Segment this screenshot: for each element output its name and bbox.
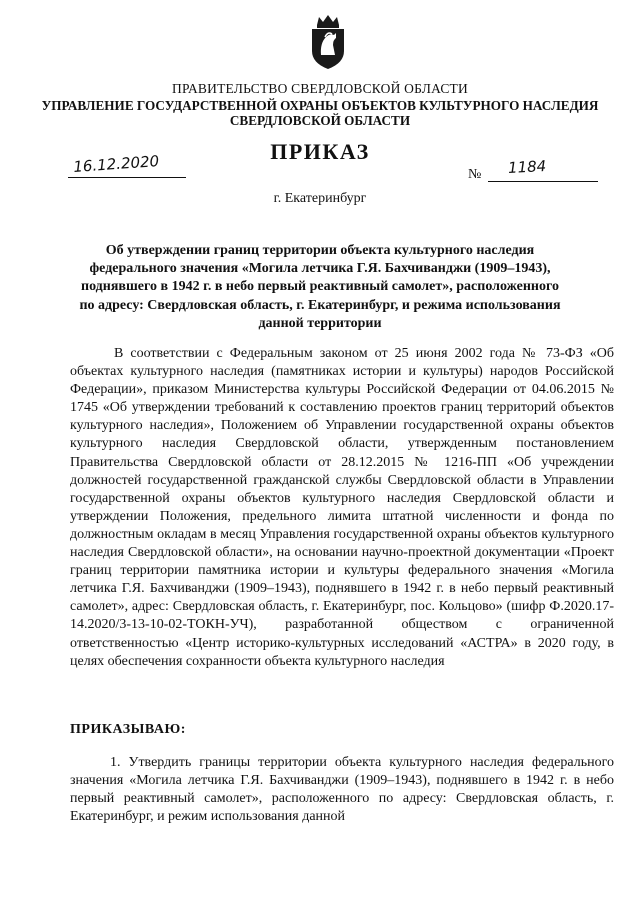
document-title: ПРИКАЗ xyxy=(270,139,370,164)
number-underline xyxy=(488,180,598,182)
department-name xyxy=(0,98,640,128)
order-heading: ПРИКАЗЫВАЮ: xyxy=(70,722,186,737)
date-underline xyxy=(68,176,186,178)
coat-of-arms-icon xyxy=(308,13,348,71)
government-name: ПРАВИТЕЛЬСТВО СВЕРДЛОВСКОЙ ОБЛАСТИ xyxy=(172,81,468,96)
order-number: 1184 xyxy=(507,157,547,177)
number-sign: № xyxy=(468,167,482,182)
order-item-1: 1. Утвердить границы территории объекта культурного наследия федерального значения «Могила летчика Г.Я. Бахчиванджи (1909–1943), поднявшего в 1942 г. в небо первый реактивный самолет», расположенного по адресу: Свердловская область, г. Екатеринбург, и режим использования данной xyxy=(70,755,614,825)
city: г. Екатеринбург xyxy=(273,191,367,206)
order-date: 16.12.2020 xyxy=(72,152,160,176)
order-subject: Об утверждении границ территории объекта культурного наследия федерального значения «Могила летчика Г.Я. Бахчиванджи (1909–1943), поднявшего в 1942 г. в небо первый реактивный самолет», расположенного по адресу: Свердловская область, г. Екатеринбург, и режима использования данной территории xyxy=(79,243,561,331)
preamble-paragraph: В соответствии с Федеральным законом от 25 июня 2002 года № 73-ФЗ «Об объектах культурного наследия (памятниках истории и культуры) народов Российской Федерации», приказом Министерства культуры Российской Федерации от 04.06.2015 № 1745 «Об утверждении требований к составлению проектов границ территорий объектов культурного наследия», Положением об Управлении государственной охраны объектов культурного наследия Свердловской области, утвержденным постановлением Правительства Свердловской области от 28.12.2015 № 1216-ПП «Об учреждении должностей государственной гражданской службы Свердловской области в Управлении государственной охраны объектов культурного наследия Свердловской области и утверждении Положения, предельного лимита штатной численности и фонда по должностным окладам в месяц Управления государственной охраны объектов культурного наследия Свердловской области», на основании научно-проектной документации «Проект границ территории памятника истории и культуры федерального значения «Могила летчика Г.Я. Бахчиванджи (1909–1943), поднявшего в 1942 г. в небо первый реактивный самолет», адрес: Свердловская область, г. Екатеринбург, пос. Кольцово» (шифр Ф.2020.17-14.2020/3-13-10-02-ТОКН-УЧ), разработанной обществом с ограниченной ответственностью «Центр историко-культурных исследований «АСТРА» в 2020 году, в целях обеспечения сохранности объекта культурного наследия xyxy=(70,346,614,669)
department-name-line2: СВЕРДЛОВСКОЙ ОБЛАСТИ xyxy=(229,113,411,128)
department-name-line1: УПРАВЛЕНИЕ ГОСУДАРСТВЕННОЙ ОХРАНЫ ОБЪЕКТОВ КУЛЬТУРНОГО НАСЛЕДИЯ xyxy=(41,98,599,113)
